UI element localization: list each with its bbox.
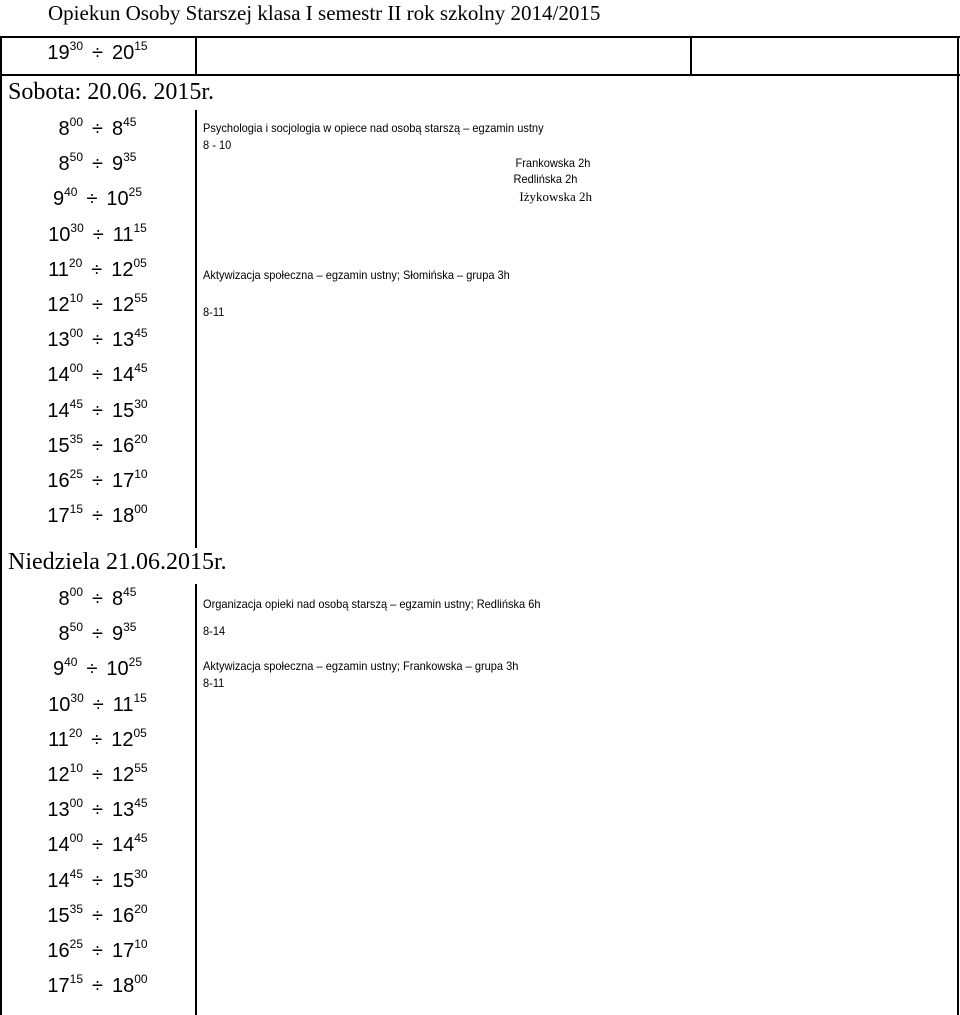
col-divider-top-right [690, 36, 692, 74]
sunday-time-slot: $8^{50} \div 9^{35}$ [58, 620, 137, 646]
sun-akt-title: Aktywizacja społeczna – egzamin ustny; Frankowska – grupa 3h [203, 659, 519, 673]
sunday-time-slot: $14^{45} \div 15^{30}$ [47, 866, 148, 892]
saturday-time-slot: $8^{50} \div 9^{35}$ [58, 150, 137, 176]
sunday-time-slot: $13^{00} \div 13^{45}$ [47, 796, 148, 822]
sunday-time-slot: $10^{30} \div 11^{15}$ [48, 690, 147, 716]
column-divider-sun [195, 584, 197, 1015]
saturday-time-slot: $16^{25} \div 17^{10}$ [47, 467, 148, 492]
sunday-time-slot: $15^{35} \div 16^{20}$ [47, 901, 148, 927]
sat-akt-title: Aktywizacja społeczna – egzamin ustny; Słomińska – grupa 3h [203, 268, 510, 282]
sunday-time-slot: $8^{00} \div 8^{45}$ [58, 585, 137, 610]
sunday-time-slot: $9^{40} \div 10^{25}$ [52, 655, 143, 681]
saturday-time-slot: $17^{15} \div 18^{00}$ [47, 502, 148, 528]
right-border [957, 36, 959, 1015]
sunday-time-slot: $17^{15} \div 18^{00}$ [47, 972, 148, 998]
saturday-time-slot: $10^{30} \div 11^{15}$ [48, 220, 147, 246]
document-title: Opiekun Osoby Starszej klasa I semestr II rok szkolny 2014/2015 [48, 1, 601, 25]
saturday-label: Sobota: 20.06. 2015r. [8, 79, 215, 105]
sat-psych-hours: 8 - 10 [203, 138, 232, 152]
saturday-time-slot: $15^{35} \div 16^{20}$ [47, 431, 148, 457]
sat-teacher-2: Redlińska 2h [513, 172, 577, 186]
saturday-time-slot: $13^{00} \div 13^{45}$ [47, 326, 148, 352]
sunday-time-slot: $16^{25} \div 17^{10}$ [47, 937, 148, 962]
saturday-time-slot: $11^{20} \div 12^{05}$ [48, 255, 147, 281]
top-border [0, 36, 960, 38]
sun-akt-hours: 8-11 [203, 676, 225, 690]
sunday-label: Niedziela 21.06.2015r. [8, 549, 227, 575]
saturday-time-slot: $14^{00} \div 14^{45}$ [47, 361, 148, 387]
saturday-time-slot: $8^{00} \div 8^{45}$ [58, 115, 137, 140]
column-divider [195, 36, 197, 74]
saturday-time-slot: $14^{45} \div 15^{30}$ [47, 396, 148, 422]
sunday-time-slot: $11^{20} \div 12^{05}$ [48, 725, 147, 751]
sunday-time-slot: $12^{10} \div 12^{55}$ [47, 761, 148, 786]
sat-psych-title: Psychologia i socjologia w opiece nad osobą starszą – egzamin ustny [203, 121, 544, 135]
sun-org-title: Organizacja opieki nad osobą starszą – egzamin ustny; Redlińska 6h [203, 597, 541, 611]
sat-teacher-3: Iżykowska 2h [519, 189, 592, 204]
column-divider-sat [195, 110, 197, 548]
time-first-row: $19^{30} \div 20^{15}$ [47, 39, 148, 64]
sun-org-hours: 8-14 [203, 624, 226, 638]
sunday-time-slot: $14^{00} \div 14^{45}$ [47, 831, 148, 857]
sat-akt-hours: 8-11 [203, 305, 225, 319]
row-divider [0, 74, 960, 76]
saturday-time-slot: $12^{10} \div 12^{55}$ [47, 291, 148, 316]
saturday-time-slot: $9^{40} \div 10^{25}$ [52, 185, 143, 211]
sat-teacher-1: Frankowska 2h [515, 156, 590, 170]
